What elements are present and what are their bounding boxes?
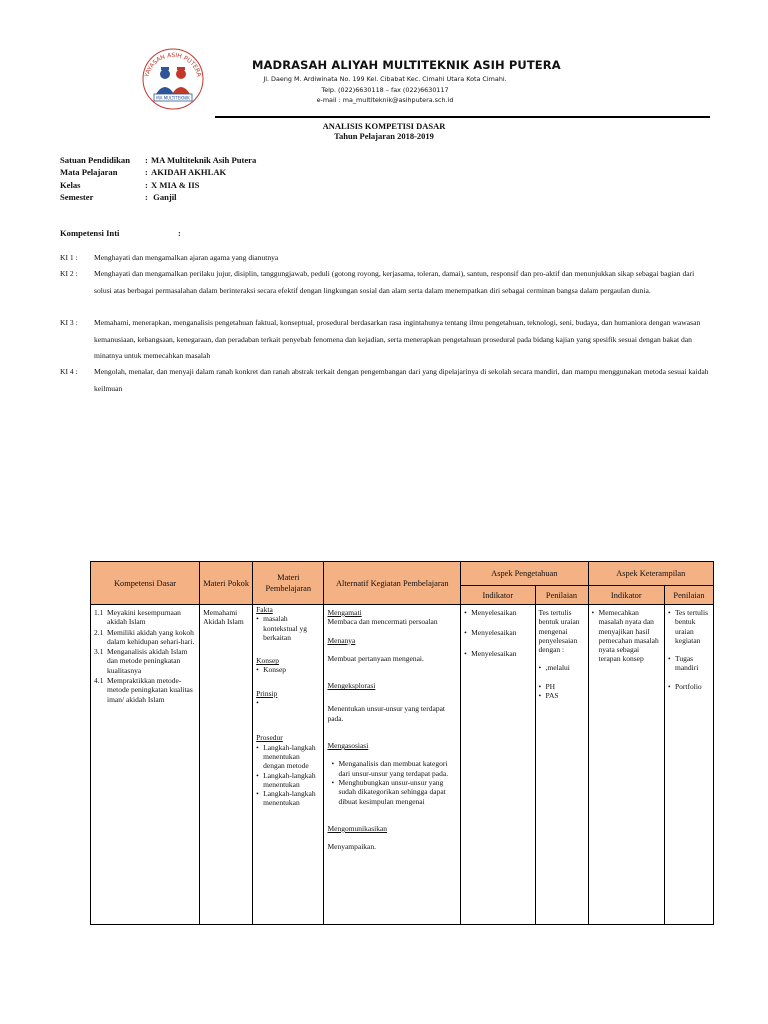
indikator-item: • Menyelesaikan bbox=[464, 628, 517, 638]
header-aspek-keterampilan: Aspek Keterampilan bbox=[588, 562, 713, 586]
mengomunikasikan-text: Menyampaikan. bbox=[327, 842, 376, 852]
cell-materi-pokok bbox=[200, 605, 253, 925]
menanya-text: Membuat pertanyaan mengenai. bbox=[327, 653, 424, 663]
school-phone: Telp. (022)6630118 – fax (022)6630117 bbox=[321, 86, 449, 94]
ki-number: KI 3 : bbox=[60, 318, 78, 327]
identity-value: Ganjil bbox=[151, 192, 177, 202]
document-title: ANALISIS KOMPETISI DASAR bbox=[322, 121, 446, 131]
kd-item: 4.1 Mempraktikkan metode-metode peningkatan kualitas iman/ akidah Islam bbox=[94, 676, 193, 704]
identity-sep: : bbox=[145, 155, 148, 165]
school-address: Jl. Daeng M. Ardiwinata No. 199 Kel. Cibabat Kec. Cimahi Utara Kota Cimahi. bbox=[263, 75, 507, 83]
ki-text: Menghayati dan mengamalkan ajaran agama yang dianutnya bbox=[94, 253, 279, 262]
kd-item: 3.1 Menganalisis akidah Islam dan metode peningkatan kualitasnya bbox=[94, 647, 188, 675]
penilaian-keterampilan-item: • Tes tertulis bentuk uraian kegiatan bbox=[668, 608, 709, 645]
mengeksplorasi-label: Mengeksplorasi bbox=[327, 681, 376, 691]
document-subtitle: Tahun Pelajaran 2018-2019 bbox=[334, 131, 434, 141]
header-indikator-keterampilan: Indikator bbox=[588, 586, 664, 605]
ki-heading-label: Kompetensi Inti bbox=[60, 228, 120, 238]
penilaian-text: Tes tertulis bentuk uraian mengenai penyelesaian dengan : bbox=[538, 608, 580, 655]
ki-heading-colon: : bbox=[178, 228, 181, 238]
ki-text: Menghayati dan mengamalkan perilaku jujur, disiplin, tanggungjawab, peduli (gotong royong, kerjasama, toleran, damai), santun, responsif dan pro-aktif dan menunjukkan sikap sebagai bagian dari solusi atas berbagai permasalahan dalam berinteraksi secara efektif dengan lingkungan sosial dan alam serta dalam menempatkan diri sebagai cerminan bangsa dalam pergaulan dunia. bbox=[94, 269, 695, 295]
identity-key: Mata Pelajaran bbox=[60, 167, 118, 177]
penilaian-item: • ,melalui bbox=[538, 663, 570, 673]
penilaian-item: • PH bbox=[538, 681, 556, 691]
school-logo bbox=[138, 44, 208, 114]
fakta-label: Fakta bbox=[256, 605, 273, 614]
mengasosiasi-label: Mengasosiasi bbox=[327, 741, 369, 751]
asosiasi-item: • Menghubungkan unsur-unsur yang sudah dikategorikan sehingga dapat dibuat kesimpulan mengenai bbox=[331, 777, 446, 806]
konsep-item: • Konsep bbox=[256, 665, 287, 675]
identity-row-satuan bbox=[60, 155, 256, 165]
identity-key: Kelas bbox=[60, 180, 81, 190]
indikator-item: • Menyelesaikan bbox=[464, 608, 517, 617]
identity-row-semester bbox=[60, 192, 177, 202]
identity-value: MA Multiteknik Asih Putera bbox=[151, 155, 257, 165]
header-materi-pokok: Materi Pokok bbox=[200, 562, 253, 605]
mengeksplorasi-text: Menentukan unsur-unsur yang terdapat pada. bbox=[327, 704, 445, 723]
cell-penilaian-pengetahuan bbox=[535, 605, 588, 925]
logo-banner-text: MA MULTITEKNIK bbox=[156, 95, 190, 101]
school-name: MADRASAH ALIYAH MULTITEKNIK ASIH PUTERA bbox=[252, 58, 561, 72]
prosedur-item: • Langkah-langkah menentukan bbox=[256, 789, 316, 808]
mengamati-text: Membaca dan mencermati persoalan bbox=[327, 617, 438, 627]
asosiasi-item: • Menganalisis dan membuat kategori dari unsur-unsur yang terdapat pada. bbox=[331, 759, 449, 778]
cell-materi-pembelajaran bbox=[253, 605, 324, 925]
header-rule bbox=[215, 116, 710, 118]
kd-analysis-table bbox=[90, 561, 714, 925]
fakta-item: • masalah kontekstual yg berkaitan bbox=[256, 614, 308, 642]
prosedur-item: • Langkah-langkah menentukan bbox=[256, 770, 316, 789]
ki-heading bbox=[60, 228, 181, 238]
ki-number: KI 1 : bbox=[60, 253, 78, 262]
kd-item: 2.1 Memiliki akidah yang kokoh dalam kehidupan sehari-hari. bbox=[94, 627, 195, 646]
header-aspek-pengetahuan: Aspek Pengetahuan bbox=[461, 562, 588, 586]
header-alternatif-kegiatan: Alternatif Kegiatan Pembelajaran bbox=[324, 562, 461, 605]
materi-pokok-text: Memahami Akidah Islam bbox=[203, 608, 244, 627]
ki-text: Mengolah, menalar, dan menyaji dalam ranah konkret dan ranah abstrak terkait dengan pengembangan dari yang dipelajarinya di sekolah secara mandiri, dan mampu menggunakan metoda sesuai kaidah keilmuan bbox=[94, 367, 709, 393]
cell-alternatif-kegiatan bbox=[324, 605, 461, 925]
ki-number: KI 4 : bbox=[60, 367, 78, 376]
penilaian-keterampilan-item: • Tugas mandiri bbox=[668, 654, 699, 673]
identity-sep: : bbox=[145, 180, 148, 190]
header-penilaian-keterampilan: Penilaian bbox=[665, 586, 714, 605]
header-penilaian-pengetahuan: Penilaian bbox=[535, 586, 588, 605]
ki-item-3 bbox=[60, 315, 710, 365]
identity-key: Satuan Pendidikan bbox=[60, 155, 130, 165]
mengomunikasikan-label: Mengomunikasikan bbox=[327, 823, 388, 833]
cell-indikator-pengetahuan bbox=[461, 605, 535, 925]
identity-row-mapel bbox=[60, 167, 226, 177]
prinsip-label: Prinsip bbox=[256, 688, 278, 698]
header-indikator-pengetahuan: Indikator bbox=[461, 586, 535, 605]
cell-indikator-keterampilan bbox=[588, 605, 664, 925]
identity-value: AKIDAH AKHLAK bbox=[151, 167, 227, 177]
mengamati-label: Mengamati bbox=[327, 608, 362, 617]
prosedur-item: • Langkah-langkah menentukan dengan metode bbox=[256, 742, 316, 771]
cell-penilaian-keterampilan bbox=[665, 605, 714, 925]
prinsip-item: • bbox=[256, 698, 259, 708]
header-kompetensi-dasar: Kompetensi Dasar bbox=[91, 562, 200, 605]
ki-text: Memahami, menerapkan, menganalisis pengetahuan faktual, konseptual, prosedural berdasarkan rasa ingintahunya tentang ilmu pengetahuan, teknologi, seni, budaya, dan humaniora dengan wawasan kemanusiaan, kebangsaan, kenegaraan, dan peradaban terkait penyebab fenomena dan kejadian, serta menerapkan pengetahuan prosedural pada bidang kajian yang spesifik sesuai dengan bakat dan minatnya untuk memecahkan masalah bbox=[94, 318, 701, 360]
prosedur-label: Prosedur bbox=[256, 733, 283, 743]
logo-ring-text: YAYASAN ASIH PUTERA bbox=[143, 51, 203, 78]
kd-item: 1.1 Meyakini kesempurnaan akidah Islam bbox=[94, 608, 181, 627]
identity-value: X MIA & IIS bbox=[151, 180, 200, 190]
identity-key: Semester bbox=[60, 192, 94, 202]
svg-text:YAYASAN ASIH PUTERA bbox=[143, 52, 202, 79]
penilaian-keterampilan-item: • Portfolio bbox=[668, 681, 702, 691]
indikator-item: • Menyelesaikan bbox=[464, 648, 517, 658]
school-email: e-mail : ma_multiteknik@asihputera.sch.id bbox=[316, 96, 454, 104]
ki-item-4 bbox=[60, 364, 710, 397]
cell-kompetensi-dasar bbox=[91, 605, 200, 925]
ki-item-2 bbox=[60, 266, 710, 299]
konsep-label: Konsep bbox=[256, 656, 280, 666]
identity-sep: : bbox=[145, 167, 148, 177]
ki-item-1 bbox=[60, 250, 710, 267]
identity-row-kelas bbox=[60, 180, 199, 190]
identity-sep: : bbox=[145, 192, 148, 202]
penilaian-item: • PAS bbox=[538, 691, 559, 701]
menanya-label: Menanya bbox=[327, 635, 356, 645]
ki-number: KI 2 : bbox=[60, 269, 78, 278]
indikator-keterampilan-item: • Memecahkan masalah nyata dan menyajikan hasil pemecahan masalah nyata sebagai terapan konsep bbox=[591, 608, 659, 664]
header-materi-pembelajaran: Materi Pembelajaran bbox=[253, 562, 324, 605]
